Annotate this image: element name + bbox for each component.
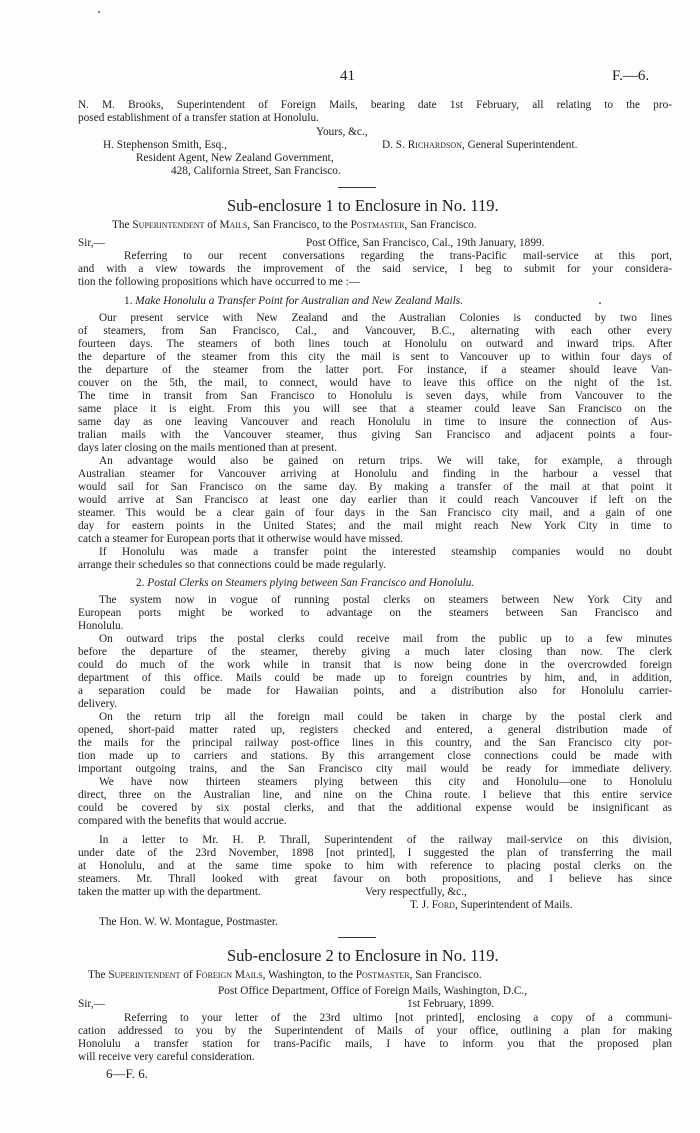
sub1-p7-line: We have now thirteen steamers plying between this city and Honolulu—one to Honolulu (99, 776, 672, 788)
sub1-p6-line: important outgoing trains, and the San Francisco city mail would be ready for immediate delivery. (78, 763, 672, 775)
sub1-p8-line: steamers. Mr. Thrall looked with great favour on both propositions, and I believe has since (78, 873, 672, 885)
sub1-p5-line: On outward trips the postal clerks could receive mail from the public up to a few minutes (99, 633, 672, 645)
footer-signature-mark: 6—F. 6. (106, 1066, 148, 1081)
sub1-p0-line: tion the following propositions which have occurred to me :— (78, 276, 361, 288)
sub1-p6-line: opened, short-paid matter rated up, registers checked and entered, a general distribution made of (78, 724, 672, 736)
sub1-p2-line: would sail for San Francisco on the same day. By making a transfer of the mail at that point it (78, 481, 672, 493)
sub1-p1-line: fourteen days. The steamers of both lines touch at Honolulu on outward and inward trips. After (78, 338, 672, 350)
section-2-heading: 2. Postal Clerks on Steamers plying between San Francisco and Honolulu. (136, 577, 475, 589)
sub1-p6-line: the mails for the principal railway post-office lines in this country, and the San Francisco city por- (78, 737, 672, 749)
addressee-name: H. Stephenson Smith, Esq., (103, 139, 227, 151)
sub2-from-line: The Superintendent of Foreign Mails, Washington, to the Postmaster, San Francisco. (88, 969, 482, 981)
sub2-date: 1st February, 1899. (407, 998, 495, 1010)
sub1-p1-line: tralian mails with the Vancouver steamer, thus giving San Francisco and adjacent points a four- (78, 429, 672, 441)
sub1-p2-line: Australian steamer for Vancouver arriving at Honolulu and finding in the harbour a vessel that (78, 468, 672, 480)
yours-closing: Yours, &c., (316, 126, 368, 138)
sub1-p0-line: and with a view towards the improvement of the said service, I beg to submit for your considera- (78, 263, 672, 275)
sub1-p5-line: delivery. (78, 698, 118, 710)
sub1-p4-line: The system now in vogue of running postal clerks on steamers between New York City and (99, 594, 672, 606)
ink-speck (98, 11, 100, 13)
sub1-p8-line: In a letter to Mr. H. P. Thrall, Superintendent of the railway mail-service on this division, (99, 834, 672, 846)
sub-enclosure-1-heading: Sub-enclosure 1 to Enclosure in No. 119. (227, 196, 499, 215)
sub1-p1-line: same day as one leaving Vancouver and reach Honolulu in time to insure the connection of Aus- (78, 416, 672, 428)
sub2-p1-line: will receive very careful consideration. (78, 1051, 255, 1063)
sub1-p1-line: couver on the 5th, the mail, to connect, would have to leave this office on the night of the 1st. (78, 377, 672, 389)
sub1-place-date: Post Office, San Francisco, Cal., 19th January, 1899. (306, 237, 545, 249)
sub1-p2-line: catch a steamer for European ports that it otherwise would have missed. (78, 533, 403, 545)
sub1-salutation: Sir,— (78, 237, 105, 249)
sub1-p1-line: the departure of the steamer from this city the mail is sent to Vancouver up to within four days of (78, 351, 672, 363)
sub2-salutation: Sir,— (78, 998, 105, 1010)
section-1-heading: 1. Make Honolulu a Transfer Point for Australian and New Zealand Mails. (124, 295, 464, 307)
sub1-p2-line: day for eastern points in the United States; and the mail might reach New York City in time to (78, 520, 672, 532)
sub2-p1-line: Honolulu a transfer station for trans-Pacific mails, I have to inform you that the proposed plan (78, 1038, 672, 1050)
sub1-p8-line: taken the matter up with the department. (78, 886, 261, 898)
sub1-p5-line: could do much of the work while in transit that is now being done in the overcrowded foreign (78, 659, 672, 671)
sub1-p5-line: a separation could be made for Hawaiian points, and a distribution also for Honolulu carrier- (78, 685, 672, 697)
sub1-p3-line: If Honolulu was made a transfer point the interested steamship companies would no doubt (99, 546, 672, 558)
sub1-p1-line: same place it is eight. From this you will see that a steamer could leave San Francisco on the (78, 403, 672, 415)
divider (338, 937, 376, 938)
ink-speck (599, 302, 601, 304)
sub2-p1-line: cation addressed to you by the Superintendent of Mails of your office, outlining a plan for making (78, 1025, 672, 1037)
page-number: 41 (340, 68, 355, 84)
sub1-p2-line: would arrive at San Francisco at least one day earlier than it could reach Vancouver if left on the (78, 494, 672, 506)
sub1-p4-line: European ports might be worked to advantage on the steamers between San Francisco and (78, 607, 672, 619)
sub1-p5-line: department of this office. Mails could be made up to foreign countries by him, and, in addition, (78, 672, 672, 684)
sub1-p7-line: direct, three on the Australian line, and nine on the China route. I believe that this entire service (78, 789, 672, 801)
sub1-p1-line: The time in transit from San Francisco to Honolulu is seven days, while from Vancouver to the (78, 390, 672, 402)
sub1-p7-line: compared with the benefits that would accrue. (78, 815, 287, 827)
sub1-p0-line: Referring to our recent conversations regarding the trans-Pacific mail-service at this port, (124, 250, 672, 262)
sub1-p2-line: steamer. This would be a clear gain of four days in the San Francisco city mail, and a gain of one (78, 507, 672, 519)
sub1-signature: T. J. Ford, Superintendent of Mails. (410, 899, 573, 911)
sub-enclosure-2-heading: Sub-enclosure 2 to Enclosure in No. 119. (227, 946, 499, 965)
intro-line-2: posed establishment of a transfer station at Honolulu. (78, 112, 319, 124)
sub1-recipient: The Hon. W. W. Montague, Postmaster. (99, 916, 278, 928)
sub1-from-line: The Superintendent of Mails, San Francisco, to the Postmaster, San Francisco. (112, 219, 477, 231)
sub1-p5-line: before the departure of the steamer, thereby giving a much later closing than now. The clerk (78, 646, 672, 658)
signer-line: D. S. Richardson, General Superintendent. (382, 139, 578, 151)
sub1-p2-line: An advantage would also be gained on return trips. We will take, for example, a through (99, 455, 672, 467)
sub1-p1-line: days later closing on the mails mentioned than at present. (78, 442, 338, 454)
divider (338, 187, 376, 188)
sub1-p3-line: arrange their schedules so that connections could be made regularly. (78, 559, 386, 571)
sub1-p8-line: under date of the 23rd November, 1898 [not printed], I suggested the plan of transferring the mail (78, 847, 672, 859)
intro-line-1: N. M. Brooks, Superintendent of Foreign Mails, bearing date 1st February, all relating to the pro- (78, 99, 672, 111)
addressee-line-3: 428, California Street, San Francisco. (171, 165, 341, 177)
sub1-p1-line: of steamers, from San Francisco, Cal., and Vancouver, B.C., alternating with each other every (78, 325, 672, 337)
sub1-p1-line: the departure of the steamer from the latter port. For instance, if a steamer should leave Van- (78, 364, 672, 376)
sub1-p7-line: could be covered by six postal clerks, and that the additional expense would be insignificant as (78, 802, 672, 814)
addressee-line-2: Resident Agent, New Zealand Government, (136, 152, 334, 164)
sub1-p8-line: at Honolulu, and at the same time spoke to him with reference to placing postal clerks on the (78, 860, 672, 872)
sub1-p6-line: tion made up to carriers and stations. By this arrangement close connections could be made with (78, 750, 672, 762)
sub1-p4-line: Honolulu. (78, 620, 124, 632)
sub2-p1-line: Referring to your letter of the 23rd ultimo [not printed], enclosing a copy of a communi- (124, 1012, 672, 1024)
sub1-p1-line: Our present service with New Zealand and the Australian Colonies is conducted by two lines (99, 312, 672, 324)
sub1-closing: Very respectfully, &c., (365, 886, 467, 898)
sub2-place: Post Office Department, Office of Foreign Mails, Washington, D.C., (218, 985, 528, 997)
document-reference: F.—6. (612, 68, 650, 84)
sub1-p6-line: On the return trip all the foreign mail could be taken in charge by the postal clerk and (99, 711, 672, 723)
